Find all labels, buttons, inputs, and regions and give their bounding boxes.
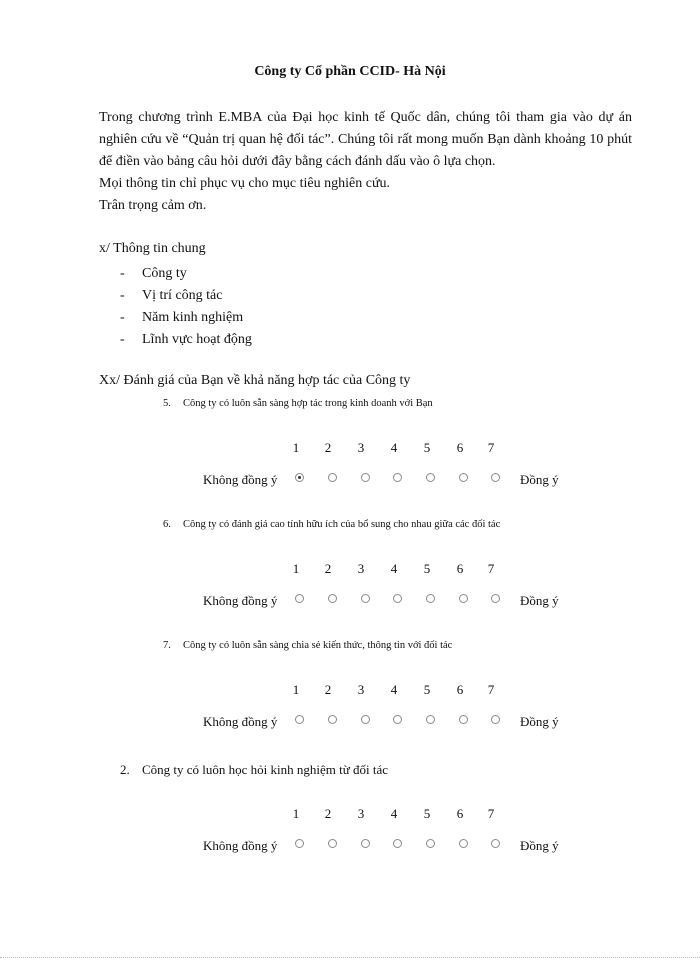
- scale-number: 4: [390, 561, 398, 576]
- list-dash: -: [120, 288, 125, 303]
- scale-label-disagree: Không đồng ý: [203, 593, 278, 608]
- intro-text: [99, 107, 632, 217]
- radio-option-5[interactable]: [426, 715, 435, 724]
- radio-option-3[interactable]: [361, 594, 370, 603]
- radio-option-5[interactable]: [426, 594, 435, 603]
- scale-number: 2: [324, 440, 332, 455]
- radio-option-1[interactable]: [295, 715, 304, 724]
- radio-option-2[interactable]: [328, 715, 337, 724]
- scale-label-disagree: Không đồng ý: [203, 472, 278, 487]
- radio-option-1[interactable]: [295, 594, 304, 603]
- list-item: [120, 329, 252, 351]
- radio-option-7[interactable]: [491, 715, 500, 724]
- radio-option-3[interactable]: [361, 715, 370, 724]
- radio-option-3[interactable]: [361, 839, 370, 848]
- question-label: [163, 398, 433, 409]
- scale-number: 7: [487, 440, 495, 455]
- list-item: [120, 263, 252, 285]
- intro-paragraph: Trong chương trình E.MBA của Đại học kinh tế Quốc dân, chúng tôi tham gia vào dự án nghiên cứu về “Quản trị quan hệ đối tác”. Chúng tôi rất mong muốn Bạn dành khoảng 10 phút để điền vào bảng câu hỏi dưới đây bằng cách đánh dấu vào ô lựa chọn.: [99, 110, 632, 169]
- question-label: [163, 640, 452, 651]
- question-number: 2.: [120, 762, 130, 777]
- scale-label-agree: Đồng ý: [520, 472, 559, 487]
- scale-label-agree: Đồng ý: [520, 714, 559, 729]
- radio-option-7[interactable]: [491, 473, 500, 482]
- scale-number: 7: [487, 682, 495, 697]
- scale-number: 6: [456, 682, 464, 697]
- question-label: [163, 519, 500, 530]
- scale-number: 3: [357, 440, 365, 455]
- intro-line-thanks: Trân trọng cảm ơn.: [99, 198, 207, 213]
- radio-option-1[interactable]: [295, 839, 304, 848]
- list-dash: -: [120, 310, 125, 325]
- scale-number: 5: [423, 806, 431, 821]
- scale-label-disagree: Không đồng ý: [203, 714, 278, 729]
- section-evaluation-title: Xx/ Đánh giá của Bạn về khả năng hợp tác của Công ty: [99, 373, 411, 388]
- scale-number: 3: [357, 561, 365, 576]
- scale-number: 1: [292, 440, 300, 455]
- radio-option-2[interactable]: [328, 473, 337, 482]
- page-bottom-edge: [0, 957, 700, 958]
- radio-option-5[interactable]: [426, 839, 435, 848]
- radio-option-7[interactable]: [491, 839, 500, 848]
- list-item-label: Năm kinh nghiệm: [142, 310, 244, 325]
- radio-option-3[interactable]: [361, 473, 370, 482]
- scale-label-agree: Đồng ý: [520, 838, 559, 853]
- question-text: Công ty có luôn sẵn sàng hợp tác trong kinh doanh với Bạn: [183, 398, 433, 409]
- scale-number: 2: [324, 806, 332, 821]
- radio-option-6[interactable]: [459, 473, 468, 482]
- scale-label-agree: Đồng ý: [520, 593, 559, 608]
- radio-option-4[interactable]: [393, 715, 402, 724]
- question-number: 7.: [163, 640, 171, 651]
- question-text: Công ty có luôn học hỏi kinh nghiệm từ đối tác: [142, 762, 389, 777]
- scale-number: 2: [324, 682, 332, 697]
- radio-option-6[interactable]: [459, 594, 468, 603]
- radio-option-2[interactable]: [328, 594, 337, 603]
- list-item: [120, 285, 252, 307]
- question-number: 6.: [163, 519, 171, 530]
- scale-number: 1: [292, 682, 300, 697]
- scale-number: 4: [390, 806, 398, 821]
- question-number: 5.: [163, 398, 171, 409]
- list-item-label: Công ty: [142, 266, 187, 281]
- list-item-label: Lĩnh vực hoạt động: [142, 332, 252, 347]
- scale-number: 3: [357, 682, 365, 697]
- question-text: Công ty có luôn sẵn sàng chia sẻ kiến thức, thông tin với đối tác: [183, 640, 453, 651]
- list-item-label: Vị trí công tác: [142, 288, 223, 303]
- radio-option-4[interactable]: [393, 594, 402, 603]
- scale-number: 1: [292, 806, 300, 821]
- question-text: Công ty có đánh giá cao tính hữu ích của bổ sung cho nhau giữa các đối tác: [183, 519, 501, 530]
- scale-number: 2: [324, 561, 332, 576]
- scale-number: 7: [487, 561, 495, 576]
- scale-number: 5: [423, 561, 431, 576]
- scale-number: 3: [357, 806, 365, 821]
- radio-option-5[interactable]: [426, 473, 435, 482]
- scale-number: 1: [292, 561, 300, 576]
- radio-option-4[interactable]: [393, 473, 402, 482]
- list-dash: -: [120, 332, 125, 347]
- list-item: [120, 307, 252, 329]
- section-general-info-title: x/ Thông tin chung: [99, 241, 206, 256]
- scale-number: 7: [487, 806, 495, 821]
- radio-option-2[interactable]: [328, 839, 337, 848]
- intro-line-purpose: Mọi thông tin chỉ phục vụ cho mục tiêu nghiên cứu.: [99, 176, 391, 191]
- scale-number: 5: [423, 440, 431, 455]
- radio-option-6[interactable]: [459, 839, 468, 848]
- scale-number: 6: [456, 561, 464, 576]
- page-title: Công ty Cổ phần CCID- Hà Nội: [254, 64, 446, 79]
- radio-option-1[interactable]: [295, 473, 304, 482]
- radio-option-6[interactable]: [459, 715, 468, 724]
- scale-number: 4: [390, 682, 398, 697]
- radio-option-7[interactable]: [491, 594, 500, 603]
- scale-number: 6: [456, 440, 464, 455]
- radio-option-4[interactable]: [393, 839, 402, 848]
- scale-number: 4: [390, 440, 398, 455]
- list-dash: -: [120, 266, 125, 281]
- general-info-list: [120, 263, 252, 351]
- scale-label-disagree: Không đồng ý: [203, 838, 278, 853]
- scale-number: 6: [456, 806, 464, 821]
- question-label: [120, 762, 388, 778]
- scale-number: 5: [423, 682, 431, 697]
